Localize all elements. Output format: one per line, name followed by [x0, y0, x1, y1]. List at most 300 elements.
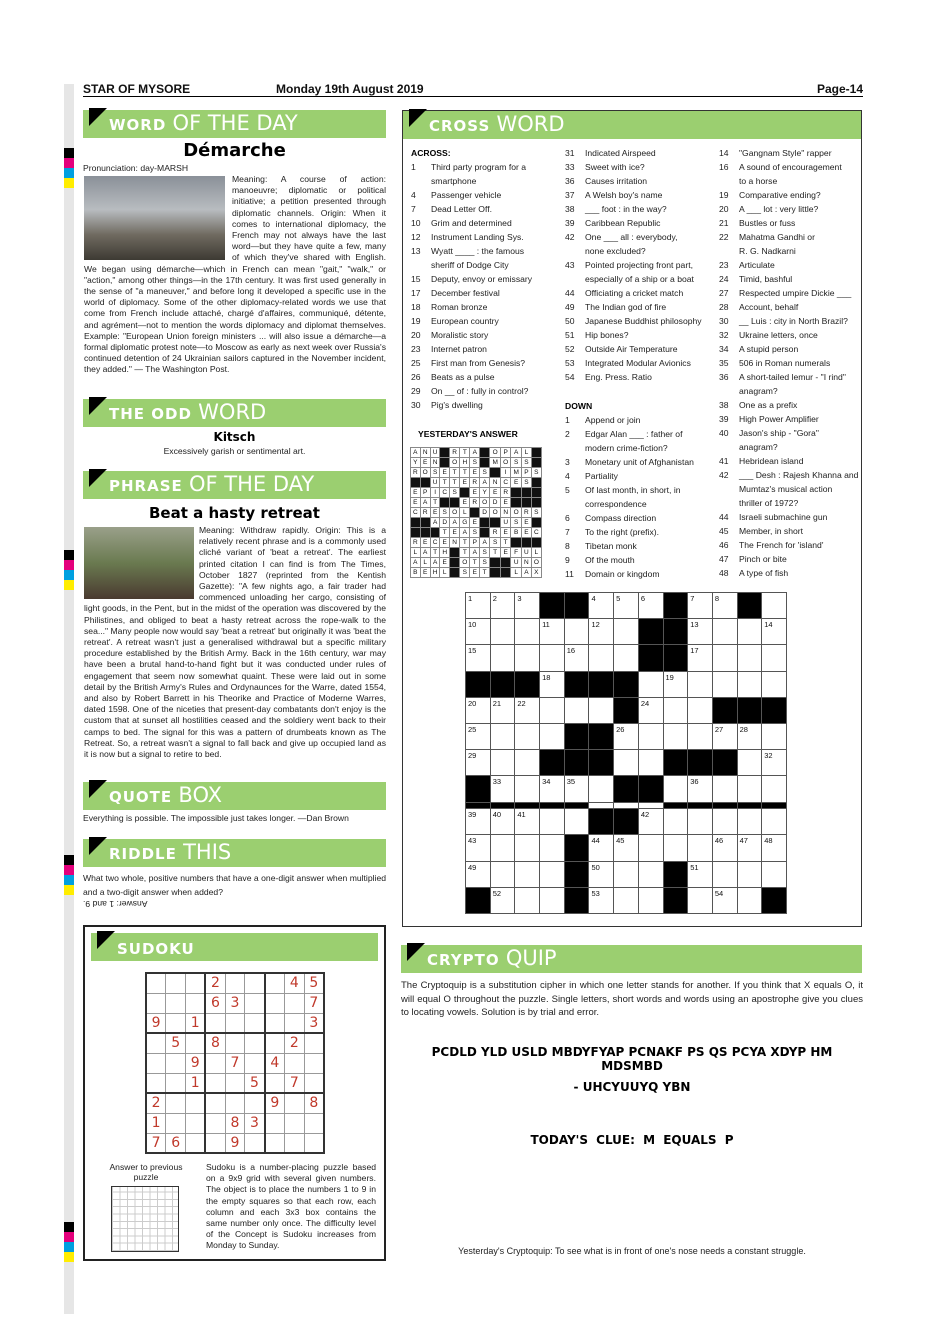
- crossword-cell[interactable]: 24: [638, 697, 663, 723]
- sudoku-cell[interactable]: [205, 1013, 225, 1033]
- page-number: Page-14: [816, 82, 863, 96]
- crossword-cell[interactable]: 6: [638, 593, 663, 619]
- crossword-cell[interactable]: [737, 861, 762, 887]
- crossword-cell[interactable]: 41: [515, 809, 540, 835]
- crossword-cell[interactable]: 39: [466, 809, 491, 835]
- crossword-cell[interactable]: 32: [762, 750, 787, 776]
- crossword-cell[interactable]: 48: [762, 835, 787, 861]
- sudoku-cell[interactable]: [146, 1053, 166, 1073]
- crossword-cell[interactable]: [762, 861, 787, 887]
- sudoku-cell[interactable]: [304, 1133, 324, 1153]
- black-square: [614, 671, 639, 697]
- cipher-line-1: PCDLD YLD USLD MBDYFYAP PCNAKF PS QS PCYA XDYP HM MDSMBD: [431, 1045, 833, 1073]
- word-title: Démarche: [183, 140, 286, 161]
- crossword-cell[interactable]: [737, 619, 762, 645]
- crossword-cell[interactable]: [737, 750, 762, 776]
- crossword-cell[interactable]: [490, 724, 515, 750]
- crossword-cell[interactable]: 12: [589, 619, 614, 645]
- yesterday-cell: [531, 448, 541, 458]
- phrase-text: Meaning: Withdraw rapidly. Origin: This is a relatively recent phrase and is a commonly used cliché variant of 'beat a retreat'. The earliest printed citation I can find is from The Times, October 1827 (reprinted from the Kentish Gazette): "A few nights ago, a fair trader had commenced unloading her cargo, consisting of light goods, in the Pent, but in the midst of the operation was discovered by the Philistines, and obliged to beat a hasty retreat across the rope-walk to the sea..." Many people now would say 'beat a retreat' but originally it was 'beat the retreat'. A retreat wasn't just a generalised withdrawal but a specific military procedure established by the British Army. Back in the 16th century, war may have been a brutal hand-to-hand fight but it was conducted under rules of engagement that seem now somewhat quaint. These were laid out in some detail by the British Army's Rules and Ordynaunces for the Warre, dated 1554, and also by Robert Barrett in his Theorike and Practice of Moderne Warres, dated 1598. One of the niceties that present-day combatants don't enjoy is the custom that at sunset all hostilities ceased and the soldiery went back to their camps to bed. The signal for this was a pattern of drumbeats known as The Retreat. So, a retreat wasn't a signal to fall back and give up occupied land as it is now but a signal to retire to bed.: [84, 525, 386, 760]
- crossword-cell[interactable]: [663, 809, 688, 835]
- yesterday-cell: C: [531, 528, 541, 538]
- crossword-cell[interactable]: 42: [638, 809, 663, 835]
- pronunciation: Pronunciation: day-MARSH: [83, 163, 189, 173]
- crossword-cell[interactable]: [638, 724, 663, 750]
- sudoku-cell[interactable]: [146, 993, 166, 1013]
- yesterday-cell: A: [522, 568, 532, 578]
- sudoku-cell[interactable]: [225, 1073, 245, 1093]
- crossword-cell[interactable]: [515, 750, 540, 776]
- sudoku-cell[interactable]: [146, 1033, 166, 1053]
- crossword-cell[interactable]: [663, 724, 688, 750]
- crossword-cell[interactable]: [663, 776, 688, 802]
- sudoku-cell[interactable]: [304, 1053, 324, 1073]
- crossword-cell[interactable]: 16: [564, 645, 589, 671]
- yesterday-cell: U: [430, 448, 440, 458]
- sudoku-cell[interactable]: 1: [186, 1073, 206, 1093]
- crossword-cell[interactable]: 21: [490, 697, 515, 723]
- crossword-cell[interactable]: 27: [712, 724, 737, 750]
- sudoku-cell[interactable]: [186, 973, 206, 993]
- yesterday-cell: S: [470, 528, 480, 538]
- sudoku-cell[interactable]: 8: [205, 1033, 225, 1053]
- crossword-cell[interactable]: [638, 750, 663, 776]
- clue: 3 Monetary unit of Afghanistan: [565, 457, 694, 467]
- sudoku-cell[interactable]: 4: [265, 1053, 285, 1073]
- crossword-cell[interactable]: [614, 619, 639, 645]
- date: Monday 19th August 2019: [276, 82, 424, 96]
- sudoku-cell[interactable]: [265, 1113, 285, 1133]
- yesterday-cell: L: [511, 568, 522, 578]
- crossword-cell[interactable]: [540, 835, 565, 861]
- yesterdays-crossword: [410, 447, 542, 578]
- sudoku-cell[interactable]: 7: [284, 1073, 304, 1093]
- sudoku-cell[interactable]: 9: [265, 1093, 285, 1113]
- crossword-cell[interactable]: 4: [589, 593, 614, 619]
- yesterday-cell: S: [480, 548, 490, 558]
- yesterday-cell: A: [430, 518, 440, 528]
- crossword-cell[interactable]: [564, 809, 589, 835]
- crossword-cell[interactable]: [614, 750, 639, 776]
- yesterday-cell: U: [430, 478, 440, 488]
- crossword-cell[interactable]: [515, 619, 540, 645]
- sudoku-cell[interactable]: [166, 1093, 186, 1113]
- crossword-cell[interactable]: [490, 835, 515, 861]
- yesterday-cell: [450, 558, 460, 568]
- crossword-cell[interactable]: 10: [466, 619, 491, 645]
- crossword-cell[interactable]: [762, 776, 787, 802]
- crossword-cell[interactable]: 18: [540, 671, 565, 697]
- black-square: [490, 671, 515, 697]
- crossword-cell[interactable]: 52: [490, 887, 515, 913]
- sudoku-cell[interactable]: [186, 1093, 206, 1113]
- crossword-cell[interactable]: 7: [688, 593, 713, 619]
- crossword-cell[interactable]: [638, 671, 663, 697]
- yesterday-cell: N: [430, 458, 440, 468]
- yesterday-cell: L: [522, 448, 532, 458]
- yesterday-cell: D: [490, 498, 501, 508]
- crossword-cell[interactable]: 15: [466, 645, 491, 671]
- black-square: [762, 697, 787, 723]
- yesterday-cell: R: [522, 508, 532, 518]
- sudoku-cell[interactable]: [166, 1073, 186, 1093]
- sudoku-cell[interactable]: 9: [146, 1013, 166, 1033]
- crossword-cell[interactable]: [515, 724, 540, 750]
- crossword-cell[interactable]: [490, 619, 515, 645]
- sudoku-cell[interactable]: [225, 973, 245, 993]
- sudoku-cell[interactable]: [205, 1053, 225, 1073]
- crossword-cell[interactable]: [737, 671, 762, 697]
- crossword-cell[interactable]: [515, 645, 540, 671]
- crossword-cell[interactable]: 8: [712, 593, 737, 619]
- crossword-cell[interactable]: [737, 645, 762, 671]
- sudoku-cell[interactable]: [284, 1053, 304, 1073]
- crossword-cell[interactable]: 25: [466, 724, 491, 750]
- crossword-cell[interactable]: 33: [490, 776, 515, 802]
- yesterday-cell: [490, 518, 501, 528]
- sudoku-cell[interactable]: 7: [146, 1133, 166, 1153]
- clue: 13 Wyatt ____ : the famous: [411, 246, 525, 256]
- yesterday-cell: N: [522, 558, 532, 568]
- crossword-cell[interactable]: 46: [712, 835, 737, 861]
- yesterday-cell: T: [480, 568, 490, 578]
- phrase-title: Beat a hasty retreat: [149, 504, 320, 522]
- crossword-cell[interactable]: [688, 724, 713, 750]
- sudoku-cell[interactable]: [205, 1133, 225, 1153]
- sudoku-cell[interactable]: 1: [186, 1013, 206, 1033]
- yesterday-cell: E: [470, 518, 480, 528]
- crossword-cell[interactable]: [515, 835, 540, 861]
- sudoku-cell[interactable]: 6: [205, 993, 225, 1013]
- crossword-cell[interactable]: [712, 861, 737, 887]
- black-square: [589, 750, 614, 776]
- yesterday-cell: U: [501, 518, 511, 528]
- yesterday-cell: T: [460, 548, 470, 558]
- sudoku-cell[interactable]: [265, 993, 285, 1013]
- sudoku-cell[interactable]: 5: [166, 1033, 186, 1053]
- black-square: [564, 861, 589, 887]
- sudoku-cell[interactable]: [225, 1033, 245, 1053]
- black-square: [614, 697, 639, 723]
- crossword-cell[interactable]: [712, 671, 737, 697]
- crossword-cell[interactable]: 36: [688, 776, 713, 802]
- clue: 8 Tibetan monk: [565, 541, 637, 551]
- sudoku-cell[interactable]: [146, 1073, 166, 1093]
- yesterday-cell: C: [440, 488, 450, 498]
- sudoku-cell[interactable]: [265, 1133, 285, 1153]
- clue: 52 Outside Air Temperature: [565, 344, 678, 354]
- crossword-cell[interactable]: 53: [589, 887, 614, 913]
- yesterday-cell: R: [450, 448, 460, 458]
- crossword-cell[interactable]: [540, 809, 565, 835]
- crossword-cell[interactable]: 14: [762, 619, 787, 645]
- clue: 1 Third party program for a: [411, 162, 527, 172]
- crossword-cell[interactable]: [762, 809, 787, 835]
- crossword-cell[interactable]: 11: [540, 619, 565, 645]
- crossword-cell[interactable]: [762, 671, 787, 697]
- sudoku-cell[interactable]: [284, 1013, 304, 1033]
- crossword-cell[interactable]: [490, 645, 515, 671]
- yesterday-cell: S: [531, 508, 541, 518]
- crossword-cell[interactable]: 3: [515, 593, 540, 619]
- crossword-cell[interactable]: [490, 861, 515, 887]
- crossword-cell[interactable]: [712, 619, 737, 645]
- sudoku-cell[interactable]: [284, 1113, 304, 1133]
- crossword-cell[interactable]: 44: [589, 835, 614, 861]
- sudoku-cell[interactable]: [304, 1073, 324, 1093]
- clue: 41 Hebridean island: [719, 456, 804, 466]
- crossword-cell[interactable]: 49: [466, 861, 491, 887]
- sudoku-cell[interactable]: 6: [166, 1133, 186, 1153]
- black-square: [515, 671, 540, 697]
- clue: 24 Timid, bashful: [719, 274, 793, 284]
- sudoku-cell[interactable]: [245, 1013, 265, 1033]
- crossword-cell[interactable]: 51: [688, 861, 713, 887]
- clue: 42 One ___ all : everybody,: [565, 232, 678, 242]
- crossword-cell[interactable]: [540, 724, 565, 750]
- crossword-cell[interactable]: [589, 697, 614, 723]
- yesterday-cell: B: [411, 568, 421, 578]
- crossword-cell[interactable]: [540, 861, 565, 887]
- yesterday-cell: A: [511, 448, 522, 458]
- crossword-cell[interactable]: 45: [614, 835, 639, 861]
- crossword-cell[interactable]: [762, 724, 787, 750]
- crossword-cell[interactable]: [762, 593, 787, 619]
- crossword-cell[interactable]: [638, 835, 663, 861]
- yesterday-cell: A: [430, 558, 440, 568]
- black-square: [712, 750, 737, 776]
- sudoku-cell[interactable]: [245, 1033, 265, 1053]
- sudoku-cell[interactable]: [245, 973, 265, 993]
- sudoku-cell[interactable]: [225, 1013, 245, 1033]
- yesterday-cell: [460, 488, 470, 498]
- sudoku-cell[interactable]: [284, 993, 304, 1013]
- yesterday-cell: [411, 518, 421, 528]
- crossword-cell[interactable]: 26: [614, 724, 639, 750]
- clue: 38 One as a prefix: [719, 400, 798, 410]
- yesterday-cell: E: [430, 508, 440, 518]
- clue: especially of a ship or a boat: [585, 274, 694, 284]
- crossword-cell[interactable]: 28: [737, 724, 762, 750]
- sudoku-cell[interactable]: 2: [284, 1033, 304, 1053]
- sudoku-cell[interactable]: [166, 1013, 186, 1033]
- crossword-cell[interactable]: [688, 809, 713, 835]
- clue: 53 Integrated Modular Avionics: [565, 358, 691, 368]
- sudoku-cell[interactable]: 5: [245, 1073, 265, 1093]
- crossword-cell[interactable]: 1: [466, 593, 491, 619]
- crossword-cell[interactable]: 17: [688, 645, 713, 671]
- down-heading: DOWN: [565, 401, 593, 411]
- black-square: [737, 593, 762, 619]
- clue: 2 Edgar Alan ___ : father of: [565, 429, 683, 439]
- crossword-cell[interactable]: [688, 887, 713, 913]
- crossword-cell[interactable]: 43: [466, 835, 491, 861]
- sudoku-cell[interactable]: [304, 1113, 324, 1133]
- black-square: [638, 776, 663, 802]
- crossword-cell[interactable]: [614, 861, 639, 887]
- sudoku-cell[interactable]: 1: [146, 1113, 166, 1133]
- sudoku-cell[interactable]: [245, 993, 265, 1013]
- clue: 44 Israeli submachine gun: [719, 512, 828, 522]
- yesterday-cell: E: [420, 538, 430, 548]
- down-clues-2: [719, 146, 859, 580]
- crossword-cell[interactable]: [688, 697, 713, 723]
- crossword-cell[interactable]: 5: [614, 593, 639, 619]
- sudoku-cell[interactable]: [205, 1073, 225, 1093]
- sudoku-cell[interactable]: 3: [245, 1113, 265, 1133]
- crossword-cell[interactable]: [589, 645, 614, 671]
- yesterday-cell: E: [470, 468, 480, 478]
- crossword-cell[interactable]: 20: [466, 697, 491, 723]
- yesterday-cell: [531, 498, 541, 508]
- crossword-cell[interactable]: [540, 887, 565, 913]
- across-clues-2: [565, 146, 715, 384]
- sudoku-cell[interactable]: [265, 1013, 285, 1033]
- crossword-cell[interactable]: [712, 809, 737, 835]
- yesterday-cell: E: [501, 548, 511, 558]
- yesterday-cell: [501, 558, 511, 568]
- sudoku-cell[interactable]: [265, 1033, 285, 1053]
- clue: 22 Mahatma Gandhi or: [719, 232, 815, 242]
- black-square: [540, 750, 565, 776]
- sudoku-cell[interactable]: 7: [225, 1053, 245, 1073]
- crossword-cell[interactable]: [712, 645, 737, 671]
- clue: correspondence: [585, 499, 647, 509]
- black-square: [466, 671, 491, 697]
- crossword-cell[interactable]: [490, 750, 515, 776]
- crossword-cell[interactable]: [712, 776, 737, 802]
- sudoku-cell[interactable]: 2: [146, 1093, 166, 1113]
- sudoku-cell[interactable]: 3: [225, 993, 245, 1013]
- sudoku-cell[interactable]: 8: [225, 1113, 245, 1133]
- sudoku-cell[interactable]: [166, 1053, 186, 1073]
- crossword-cell[interactable]: [638, 861, 663, 887]
- sudoku-cell[interactable]: [265, 1073, 285, 1093]
- crossword-cell[interactable]: [737, 809, 762, 835]
- yesterday-cell: E: [411, 498, 421, 508]
- crossword-cell[interactable]: 29: [466, 750, 491, 776]
- sudoku-cell[interactable]: [245, 1053, 265, 1073]
- crossword-cell[interactable]: 13: [688, 619, 713, 645]
- word-text: Meaning: A course of action: manoeuvre; diplomatic or political initiative; a petition presented through diplomatic channels. Origin: When it comes to international diplomacy, the French may not always have the last word—but they have quite a few, many of which they've shared with English. We began using démarche—which in French can mean "gait," "walk," or "action," among other things—in the 17th century. It was first used generally in the sense of "a maneuver," and before long it developed a specific use in the world of diplomacy. Some of the other diplomacy-related words we use that come from French include attaché, chargé d'affaires, communiqué, détente, and agrément—not to mention the words diplomacy and diplomat themselves. Example: "European Union foreign ministers ... will also issue a démarche—a formal diplomatic protest note—to Moscow as early as next week over Russia's continued detention of 24 Ukrainian sailors captured in the November incident, they added." — The Washington Post.: [84, 174, 386, 375]
- riddle-answer: Answer: 1 and 9.: [83, 899, 148, 910]
- crossword-cell[interactable]: [688, 835, 713, 861]
- crossword-cell[interactable]: [614, 645, 639, 671]
- crossword-cell[interactable]: [737, 776, 762, 802]
- yesterday-cell: R: [490, 528, 501, 538]
- yesterday-cell: E: [501, 528, 511, 538]
- sudoku-cell[interactable]: 4: [284, 973, 304, 993]
- yesterday-cell: [511, 538, 522, 548]
- sudoku-cell[interactable]: 3: [304, 1013, 324, 1033]
- yesterday-cell: H: [430, 568, 440, 578]
- black-square: [638, 645, 663, 671]
- crossword-cell[interactable]: [762, 645, 787, 671]
- crossword-banner: CROSS WORD: [403, 111, 861, 139]
- yesterday-cell: T: [450, 478, 460, 488]
- crossword-cell[interactable]: [515, 861, 540, 887]
- crossword-cell[interactable]: [589, 776, 614, 802]
- crossword-cell[interactable]: [564, 619, 589, 645]
- sudoku-cell[interactable]: [146, 973, 166, 993]
- yesterday-cell: S: [522, 478, 532, 488]
- sudoku-cell[interactable]: [225, 1093, 245, 1113]
- clue: 6 Compass direction: [565, 513, 657, 523]
- crossword-cell[interactable]: [515, 776, 540, 802]
- sudoku-cell[interactable]: 7: [304, 993, 324, 1013]
- sudoku-cell[interactable]: [265, 973, 285, 993]
- sudoku-cell[interactable]: 9: [186, 1053, 206, 1073]
- sudoku-cell[interactable]: [245, 1133, 265, 1153]
- yesterdays-cryptoquip: Yesterday's Cryptoquip: To see what is in front of one's nose needs a constant struggle.: [458, 1246, 806, 1256]
- crossword-cell[interactable]: 34: [540, 776, 565, 802]
- crossword-cell[interactable]: 47: [737, 835, 762, 861]
- yesterday-cell: S: [511, 458, 522, 468]
- across-clues-1: [411, 160, 561, 412]
- crossword-cell[interactable]: [737, 887, 762, 913]
- clue: 54 Eng. Press. Ratio: [565, 372, 652, 382]
- sudoku-cell[interactable]: [166, 973, 186, 993]
- yesterday-cell: [531, 538, 541, 548]
- crossword-cell[interactable]: [614, 887, 639, 913]
- sudoku-cell[interactable]: [186, 993, 206, 1013]
- crossword-cell[interactable]: [540, 645, 565, 671]
- sudoku-cell[interactable]: [245, 1093, 265, 1113]
- crossword-cell[interactable]: [638, 887, 663, 913]
- crossword-cell[interactable]: 54: [712, 887, 737, 913]
- sudoku-cell[interactable]: 2: [205, 973, 225, 993]
- sudoku-cell[interactable]: 8: [304, 1093, 324, 1113]
- crossword-cell[interactable]: [663, 697, 688, 723]
- yesterday-cell: [420, 518, 430, 528]
- crossword-cell[interactable]: 22: [515, 697, 540, 723]
- sudoku-cell[interactable]: [186, 1033, 206, 1053]
- yesterday-cell: E: [522, 518, 532, 528]
- yesterday-cell: [490, 558, 501, 568]
- sudoku-cell[interactable]: 9: [225, 1133, 245, 1153]
- crossword-cell[interactable]: 40: [490, 809, 515, 835]
- sudoku-cell[interactable]: [166, 993, 186, 1013]
- crossword-cell[interactable]: 35: [564, 776, 589, 802]
- yesterday-cell: [411, 528, 421, 538]
- sudoku-cell[interactable]: 5: [304, 973, 324, 993]
- sudoku-cell[interactable]: [186, 1113, 206, 1133]
- yesterday-cell: [522, 498, 532, 508]
- sudoku-cell[interactable]: [166, 1113, 186, 1133]
- sudoku-cell[interactable]: [205, 1113, 225, 1133]
- crossword-cell[interactable]: 19: [663, 671, 688, 697]
- yesterday-cell: [470, 508, 480, 518]
- black-square: [564, 835, 589, 861]
- sudoku-cell[interactable]: [284, 1133, 304, 1153]
- crossword-cell[interactable]: 2: [490, 593, 515, 619]
- black-square: [589, 724, 614, 750]
- crossword-cell[interactable]: 50: [589, 861, 614, 887]
- yesterday-cell: L: [460, 508, 470, 518]
- sudoku-cell[interactable]: [186, 1133, 206, 1153]
- sudoku-cell[interactable]: [304, 1033, 324, 1053]
- crossword-cell[interactable]: [515, 887, 540, 913]
- yesterday-cell: T: [460, 448, 470, 458]
- crossword-cell[interactable]: [663, 835, 688, 861]
- clue: 7 To the right (prefix).: [565, 527, 660, 537]
- sudoku-cell[interactable]: [205, 1093, 225, 1113]
- sudoku-cell[interactable]: [284, 1093, 304, 1113]
- crossword-cell[interactable]: [540, 697, 565, 723]
- crossword-cell[interactable]: [688, 671, 713, 697]
- yesterday-cell: T: [440, 528, 450, 538]
- crossword-cell[interactable]: [564, 697, 589, 723]
